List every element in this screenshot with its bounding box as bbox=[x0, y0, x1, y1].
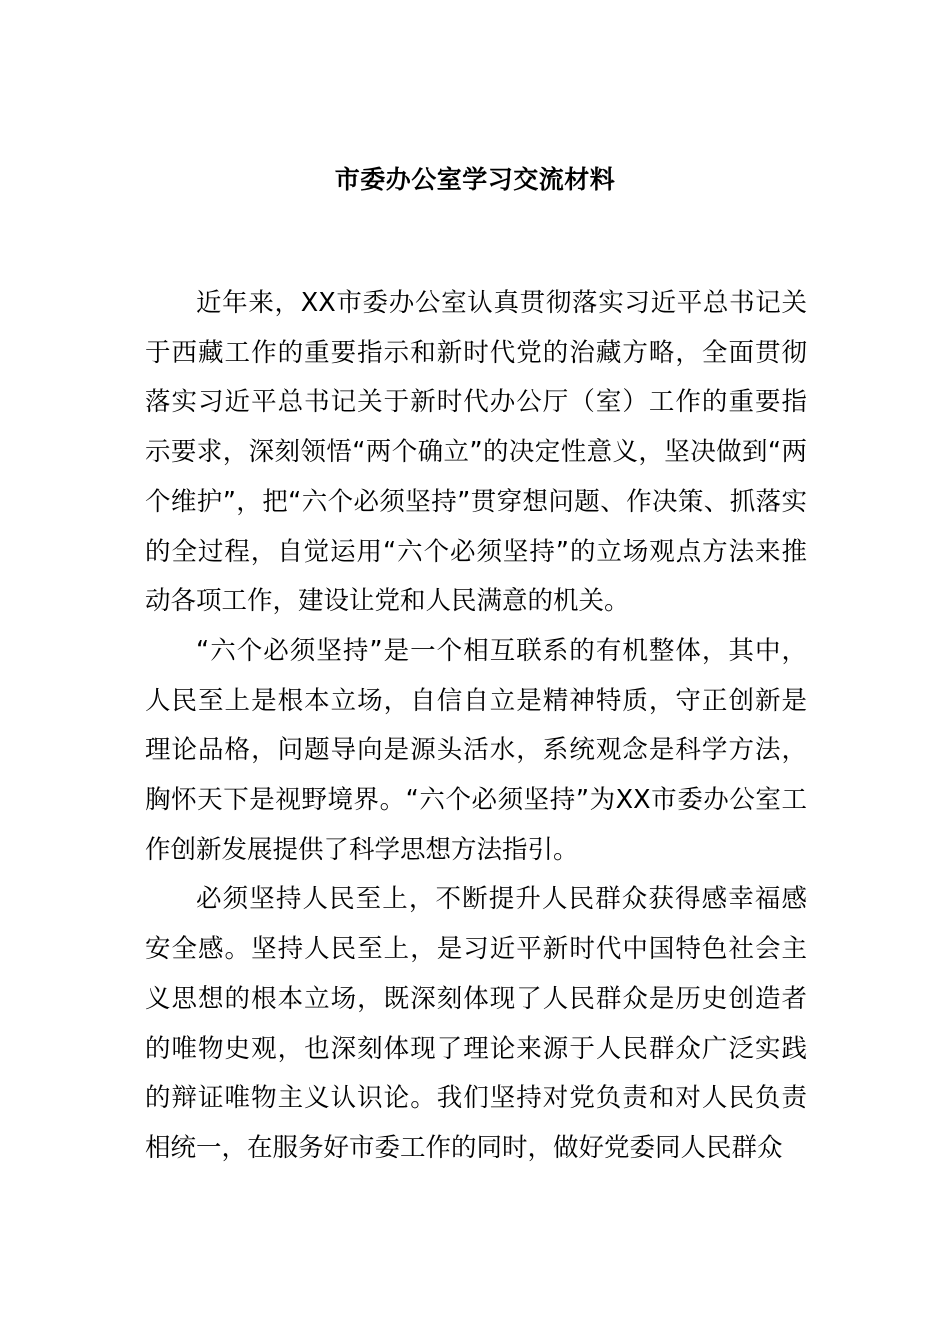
paragraph-3: 必须坚持人民至上，不断提升人民群众获得感幸福感安全感。坚持人民至上，是习近平新时代中国特色社会主义思想的根本立场，既深刻体现了人民群众是历史创造者的唯物史观，也深刻体现了理论来源于人民群众广泛实践的辩证唯物主义认识论。我们坚持对党负责和对人民负责相统一，在服务好市委工作的同时，做好党委同人民群众 bbox=[145, 884, 807, 1163]
paragraph-1: 近年来，XX市委办公室认真贯彻落实习近平总书记关于西藏工作的重要指示和新时代党的治藏方略，全面贯彻落实习近平总书记关于新时代办公厅（室）工作的重要指示要求，深刻领悟“两个确立”的决定性意义，坚决做到“两个维护”，把“六个必须坚持”贯穿想问题、作决策、抓落实的全过程，自觉运用“六个必须坚持”的立场观点方法来推动各项工作，建设让党和人民满意的机关。 bbox=[145, 288, 807, 617]
document-body bbox=[145, 279, 807, 1174]
paragraph-2: “六个必须坚持”是一个相互联系的有机整体，其中，人民至上是根本立场，自信自立是精神特质，守正创新是理论品格，问题导向是源头活水，系统观念是科学方法，胸怀天下是视野境界。“六个必须坚持”为XX市委办公室工作创新发展提供了科学思想方法指引。 bbox=[145, 635, 807, 865]
document-title: 市委办公室学习交流材料 bbox=[334, 165, 616, 194]
